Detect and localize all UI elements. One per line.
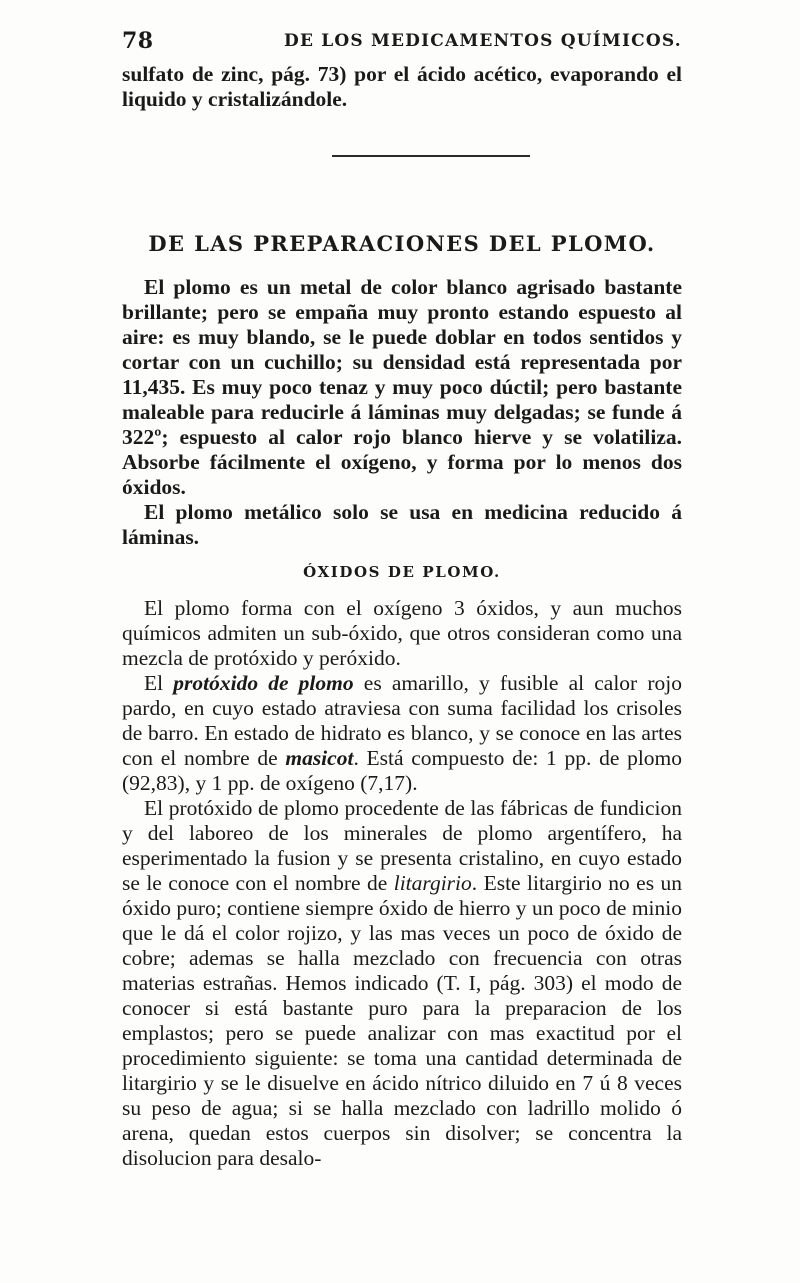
para2-masicot-term: masicot xyxy=(285,746,354,770)
top-paragraph-block xyxy=(122,62,682,112)
subsection-title: ÓXIDOS DE PLOMO. xyxy=(303,563,501,581)
top-paragraph: sulfato de zinc, pág. 73) por el ácido acético, evaporando el liquido y cristalizándole. xyxy=(122,62,682,111)
page-number: 78 xyxy=(122,28,154,54)
section-body xyxy=(122,275,682,550)
subsection-paragraph-3 xyxy=(122,796,682,1171)
para2-italic-term: protóxido de plomo xyxy=(173,671,354,695)
running-head xyxy=(122,28,682,58)
subsection-body xyxy=(122,596,682,1171)
section-paragraph-2: El plomo metálico solo se usa en medicina reducido á láminas. xyxy=(122,500,682,549)
para3-litargirio-term: litargirio xyxy=(393,871,472,895)
section-divider xyxy=(332,155,530,157)
running-head-title: DE LOS MEDICAMENTOS QUÍMICOS. xyxy=(284,31,682,51)
subsection-paragraph-1: El plomo forma con el oxígeno 3 óxidos, y aun muchos químicos admiten un sub-óxido, que otros consideran como una mezcla de protóxido y peróxido. xyxy=(122,596,682,670)
section-title: DE LAS PREPARACIONES DEL PLOMO. xyxy=(148,231,656,256)
subsection-paragraph-2 xyxy=(122,671,682,796)
para2-middle: es amarillo, y fusible al calor rojo pardo, en cuyo estado atraviesa con suma facilidad los crisoles de barro. En estado de hidrato es blanco, y se conoce en las artes con el nombre de xyxy=(122,671,682,770)
para3-rest: . Este litargirio no es un óxido puro; contiene siempre óxido de hierro y un poco de minio que le dá el color rojizo, y las mas veces un poco de óxido de cobre; ademas se halla mezclado con frecuencia con otras materias estrañas. Hemos indicado (T. I, pág. 303) el modo de conocer si está bastante puro para la preparacion de los emplastos; pero se puede analizar con mas exactitud por el procedimiento siguiente: se toma una cantidad determinada de litargirio y se le disuelve en ácido nítrico diluido en 7 ú 8 veces su peso de agua; si se halla mezclado con ladrillo molido ó arena, quedan estos cuerpos sin disolver; se concentra la disolucion para desalo- xyxy=(122,871,682,1170)
para2-end: . Está compuesto de: 1 pp. de plomo (92,83), y 1 pp. de oxígeno (7,17). xyxy=(122,746,683,795)
section-paragraph-1: El plomo es un metal de color blanco agrisado bastante brillante; pero se empaña muy pronto estando espuesto al aire: es muy blando, se le puede doblar en todos sentidos y cortar con un cuchillo; su densidad está representada por 11,435. Es muy poco tenaz y muy poco dúctil; pero bastante maleable para reducirle á láminas muy delgadas; se funde á 322º; espuesto al calor rojo blanco hierve y se volatiliza. Absorbe fácilmente el oxígeno, y forma por lo menos dos óxidos. xyxy=(122,275,682,499)
para3-lead: El protóxido de plomo procedente de las fábricas de fundicion y del laboreo de los minerales de plomo argentífero, ha esperimentado la fusion y se presenta cristalino, en cuyo estado se le conoce con el nombre de xyxy=(122,796,682,895)
para2-lead: El xyxy=(144,671,174,695)
